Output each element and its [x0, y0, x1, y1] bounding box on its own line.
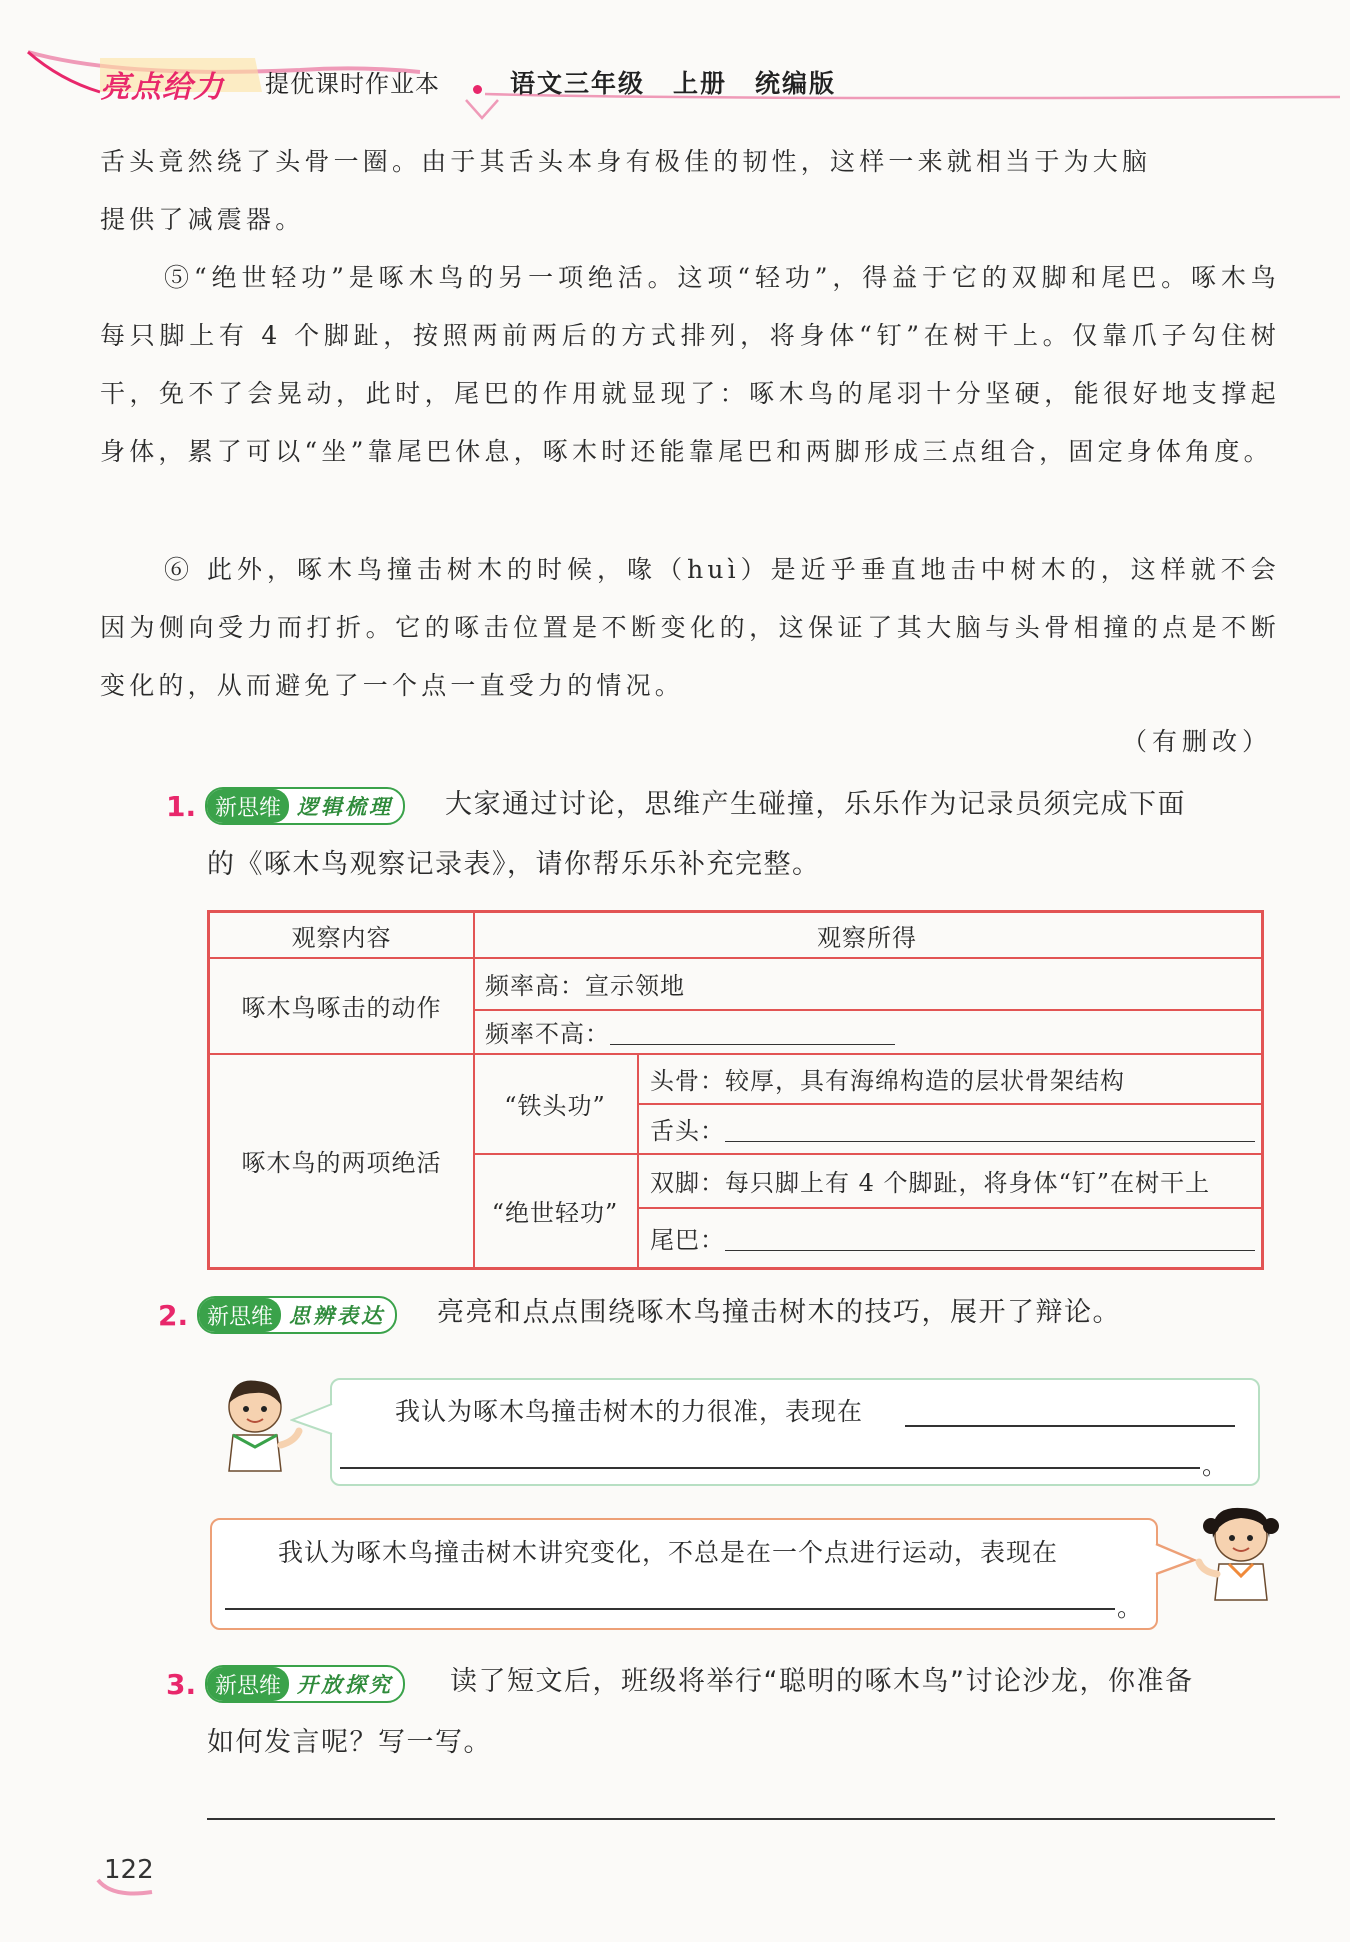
cell-feet: 双脚：每只脚上有 4 个脚趾，将身体“钉”在树干上 [650, 1168, 1211, 1197]
girl-bubble-period: 。 [1117, 1593, 1144, 1622]
table-header-content: 观察内容 [291, 923, 392, 952]
badge-main-label: 新思维 [207, 789, 289, 823]
badge-sub-label: 思辨表达 [289, 1304, 386, 1328]
cell-skull: 头骨：较厚，具有海绵构造的层状骨架结构 [650, 1066, 1125, 1095]
boy-bubble-text: 我认为啄木鸟撞击树木的力很准，表现在 [395, 1397, 864, 1426]
q3-number: 3. [166, 1668, 197, 1701]
row-label-two-skills: 啄木鸟的两项绝活 [241, 1148, 442, 1177]
book-subtitle: 提优课时作业本 [265, 70, 440, 98]
boy-bubble-period: 。 [1202, 1451, 1229, 1480]
q1-badge [205, 787, 405, 825]
badge-main-label: 新思维 [207, 1667, 289, 1701]
badge-main-label: 新思维 [199, 1298, 281, 1332]
table-divider [637, 1053, 639, 1267]
brand-logo-text: 亮点给力 [100, 70, 224, 105]
page-header [0, 0, 1350, 120]
q3-badge [205, 1665, 405, 1703]
bubble-tail-left [290, 1400, 334, 1440]
passage-line: 舌头竟然绕了头骨一圈。由于其舌头本身有极佳的韧性，这样一来就相当于为大脑 [100, 147, 1152, 176]
answer-line-q3[interactable] [207, 1818, 1275, 1820]
cell-low-frequency [485, 1009, 1255, 1053]
q2-badge [197, 1296, 397, 1334]
cell-tongue [650, 1103, 1255, 1153]
girl-bubble-text: 我认为啄木鸟撞击树木讲究变化，不总是在一个点进行运动，表现在 [278, 1538, 1059, 1567]
answer-blank-low-frequency[interactable] [610, 1018, 895, 1045]
skill-iron-head: “铁头功” [504, 1091, 606, 1120]
book-info [510, 64, 864, 100]
q3-text-line1: 读了短文后，班级将举行“聪明的啄木鸟”讨论沙龙，你准备 [450, 1666, 1194, 1697]
skill-light-feet: “绝世轻功” [491, 1198, 619, 1227]
q2-text: 亮亮和点点围绕啄木鸟撞击树木的技巧，展开了辩论。 [437, 1297, 1121, 1328]
passage-paragraph-6: ⑥ 此外，啄木鸟撞击树木的时候，喙（huì）是近乎垂直地击中树木的，这样就不会因为侧向受力而打折。它的啄击位置是不断变化的，这保证了其大脑与头骨相撞的点是不断变化的，从而避免了一个点一直受力的情况。 [100, 555, 1280, 700]
cell-high-frequency: 频率高：宣示领地 [485, 971, 685, 1000]
q1-text-line1: 大家通过讨论，思维产生碰撞，乐乐作为记录员须完成下面 [445, 789, 1186, 820]
passage-paragraph-5: ⑤“绝世轻功”是啄木鸟的另一项绝活。这项“轻功”，得益于它的双脚和尾巴。啄木鸟每只脚上有 4 个脚趾，按照两前两后的方式排列，将身体“钉”在树干上。仅靠爪子勾住树干，免不了会晃动，此时，尾巴的作用就显现了：啄木鸟的尾羽十分坚硬，能很好地支撑起身体，累了可以“坐”靠尾巴休息，啄木时还能靠尾巴和两脚形成三点组合，固定身体角度。 [100, 263, 1280, 466]
row-label-peck-action: 啄木鸟啄击的动作 [241, 993, 442, 1022]
badge-sub-label: 开放探究 [297, 1673, 394, 1697]
badge-sub-label: 逻辑梳理 [297, 795, 394, 819]
page-number: 122 [104, 1855, 154, 1885]
answer-blank-tongue[interactable] [725, 1115, 1255, 1142]
q2-number: 2. [158, 1299, 189, 1332]
volume: 上册 [673, 69, 728, 98]
passage-paragraph-4-end [100, 133, 1280, 249]
bubble-tail-right [1154, 1540, 1198, 1580]
header-dot [473, 85, 482, 94]
q3-text-line2: 如何发言呢？写一写。 [207, 1727, 492, 1758]
cell-tail [650, 1207, 1255, 1267]
answer-line-boy-1[interactable] [905, 1425, 1235, 1427]
passage-line: 提供了减震器。 [100, 205, 305, 234]
source-note: （有删改） [1121, 727, 1272, 756]
cell-low-frequency-label: 频率不高： [485, 1019, 610, 1048]
q1-number: 1. [166, 790, 197, 823]
edition: 统编版 [755, 69, 837, 98]
answer-blank-tail[interactable] [725, 1224, 1255, 1251]
table-header-result: 观察所得 [817, 923, 917, 952]
answer-line-boy-2[interactable] [340, 1467, 1200, 1469]
subject-grade: 语文三年级 [510, 69, 646, 98]
cell-tongue-label: 舌头： [650, 1116, 725, 1145]
answer-line-girl[interactable] [225, 1608, 1115, 1610]
q1-text-line2: 的《啄木鸟观察记录表》，请你帮乐乐补充完整。 [207, 849, 821, 880]
observation-table [207, 910, 1264, 1270]
girl-avatar [1195, 1502, 1285, 1602]
cell-tail-label: 尾巴： [650, 1225, 725, 1254]
